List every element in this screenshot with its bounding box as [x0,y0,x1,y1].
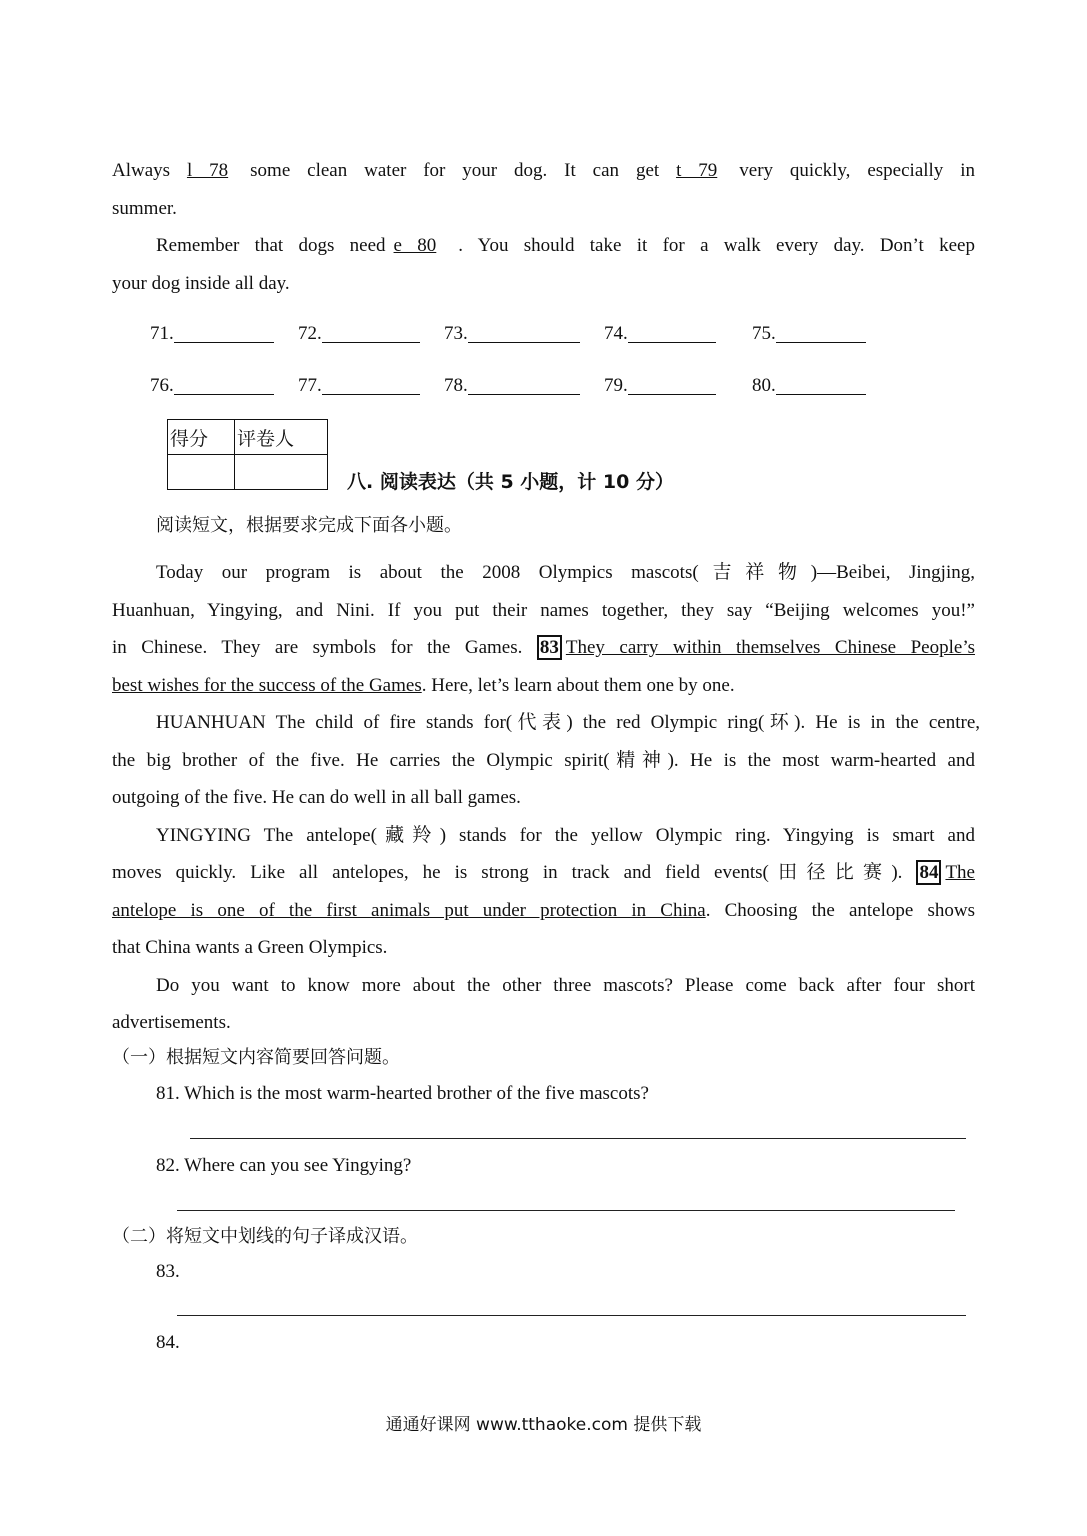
answer-slot-72[interactable] [298,322,420,345]
passage-line-2: summer. [112,198,177,219]
reading-line-6: the big brother of the five. He carries the Olympic spirit(精神). He is the most warm-hearted and [112,750,975,771]
section-title: 八. 阅读表达（共 5 小题，计 10 分） [347,471,674,493]
reading-line-13: advertisements. [112,1012,231,1033]
underlined-sentence-84-cont: antelope is one of the first animals put under protection in China [112,900,706,921]
text: very quickly, especially in [739,160,975,181]
reading-line-4 [112,674,975,698]
passage-line-3 [156,234,975,258]
answer-slot-78[interactable] [444,374,580,397]
text: moves quickly. Like all antelopes, he is strong in track and field events(田径比赛). [112,862,917,883]
passage-line-4: your dog inside all day. [112,273,290,294]
question-82: 82. Where can you see Yingying? [156,1155,412,1176]
reading-line-7: outgoing of the five. He can do well in all ball games. [112,787,521,808]
section-instruction: 阅读短文，根据要求完成下面各小题。 [156,515,462,536]
marker-83: 83 [537,635,562,660]
score-cell[interactable] [168,455,235,490]
answer-slot-73[interactable] [444,322,580,345]
question-84: 84. [156,1332,180,1353]
answer-line-82[interactable] [177,1210,955,1211]
underlined-sentence-83: They carry within themselves Chinese People’s [565,637,975,658]
reading-line-8: YINGYING The antelope(藏羚) stands for the yellow Olympic ring. Yingying is smart and [156,825,975,846]
answer-line-81[interactable] [190,1138,966,1139]
slot-label: 76. [150,375,174,396]
answer-line [776,322,866,343]
reading-line-1: Today our program is about the 2008 Olympics mascots(吉祥物)—Beibei, Jingjing, [156,562,975,583]
answer-line [628,374,716,395]
answer-slot-71[interactable] [150,322,274,345]
slot-label: 78. [444,375,468,396]
answer-slot-79[interactable] [604,374,716,397]
slot-label: 75. [752,323,776,344]
slot-label: 73. [444,323,468,344]
answer-slot-74[interactable] [604,322,716,345]
blank-80: e 80 [393,235,437,256]
reading-line-3 [112,636,975,660]
question-81: 81. Which is the most warm-hearted brother of the five mascots? [156,1083,649,1104]
reading-line-5: HUANHUAN The child of fire stands for(代表) the red Olympic ring(环). He is in the centre, [156,712,980,733]
slot-label: 74. [604,323,628,344]
answer-line [174,322,274,343]
text: Remember that dogs need [156,235,386,256]
answer-slot-76[interactable] [150,374,274,397]
answer-line [468,322,580,343]
answer-line [322,322,420,343]
score-header: 得分 [168,420,235,455]
answer-line-83[interactable] [177,1315,966,1316]
answer-line [322,374,420,395]
marker-84: 84 [916,860,941,885]
answer-line [174,374,274,395]
answer-line [628,322,716,343]
slot-label: 77. [298,375,322,396]
text: some clean water for your dog. It can get [250,160,677,181]
underlined-sentence-83-cont: best wishes for the success of the Games [112,675,422,696]
grader-header: 评卷人 [235,420,328,455]
slot-label: 80. [752,375,776,396]
slot-label: 79. [604,375,628,396]
answer-slot-75[interactable] [752,322,866,345]
answer-slot-77[interactable] [298,374,420,397]
part1-heading: （一）根据短文内容简要回答问题。 [112,1047,400,1068]
text: Always [112,160,187,181]
slot-label: 72. [298,323,322,344]
part2-heading: （二）将短文中划线的句子译成汉语。 [112,1226,418,1247]
footer-source: 通通好课网 www.tthaoke.com 提供下载 [385,1415,702,1435]
slot-label: 71. [150,323,174,344]
text: in Chinese. They are symbols for the Games. [112,637,537,658]
grader-cell[interactable] [235,455,328,490]
answer-line [468,374,580,395]
text: . You should take it for a walk every day. Don’t keep [458,235,975,256]
reading-line-12: Do you want to know more about the other three mascots? Please come back after four short [156,975,975,996]
underlined-sentence-84: The [945,862,975,883]
blank-79: t 79 [676,160,718,181]
reading-line-2: Huanhuan, Yingying, and Nini. If you put their names together, they say “Beijing welcomes you!” [112,600,975,621]
score-table [167,419,328,490]
passage-line-1 [112,159,975,183]
text: . Choosing the antelope shows [705,900,975,921]
answer-line [776,374,866,395]
answer-slot-80[interactable] [752,374,866,397]
blank-78: l 78 [186,160,229,181]
text: . Here, let’s learn about them one by one. [421,675,735,696]
reading-line-11: that China wants a Green Olympics. [112,937,388,958]
reading-line-9 [112,861,975,885]
reading-line-10 [112,899,975,923]
question-83: 83. [156,1261,180,1282]
